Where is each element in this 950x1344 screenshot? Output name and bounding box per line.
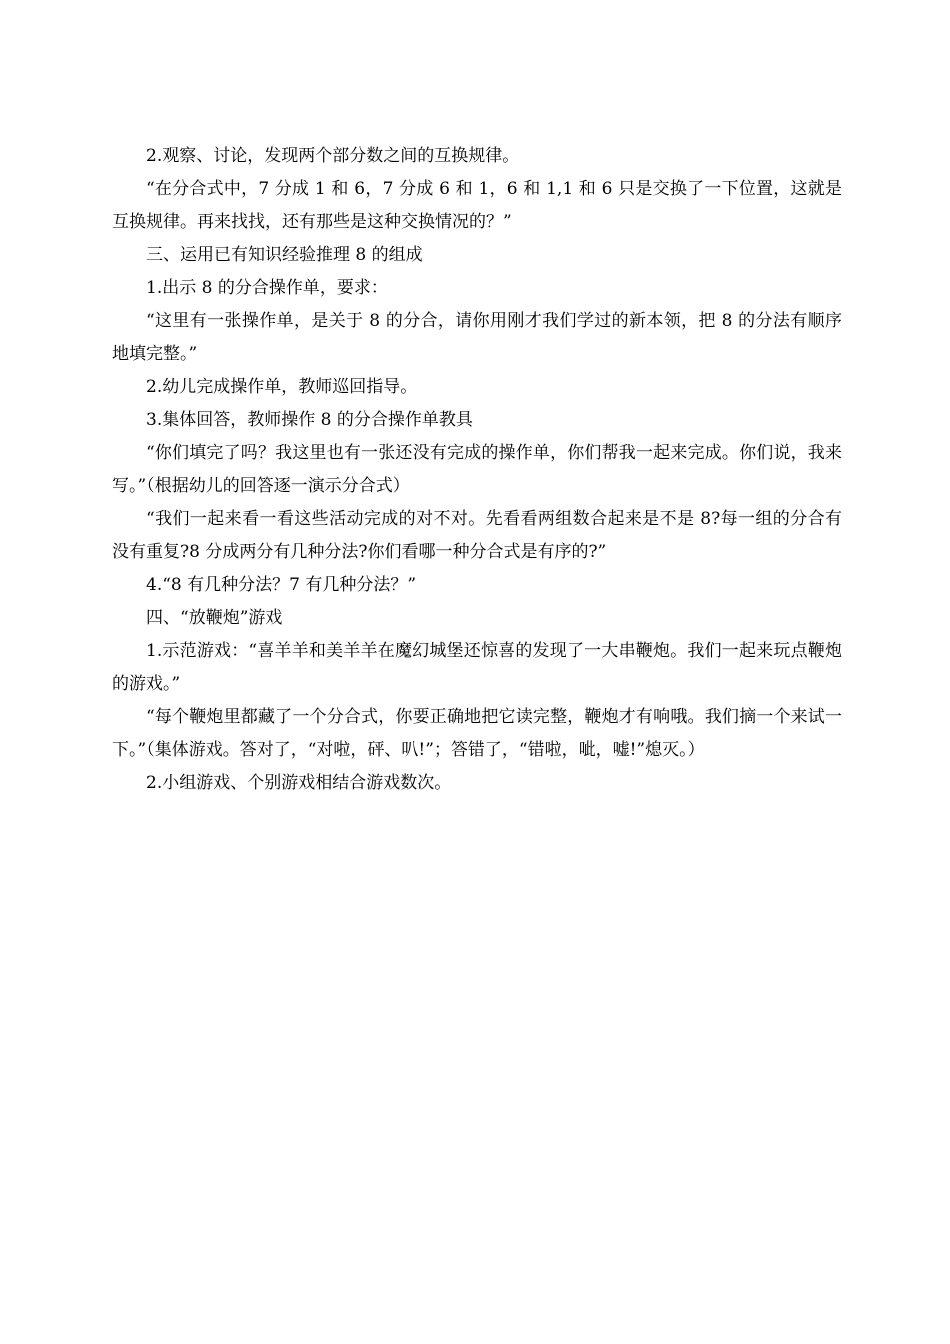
- step-4-question: 4.“8 有几种分法？7 有几种分法？”: [146, 575, 417, 595]
- step-1-demo-game: 1.示范游戏：“喜羊羊和美羊羊在魔幻城堡还惊喜的发现了一大串鞭炮。我们一起来玩点鞭炮的游戏。”: [112, 641, 842, 694]
- step-2-observe-discuss: 2.观察、讨论，发现两个部分数之间的互换规律。: [146, 146, 520, 166]
- step-2-complete-worksheet: 2.幼儿完成操作单，教师巡回指导。: [146, 377, 418, 397]
- section-3-heading: 三、运用已有知识经验推理 8 的组成: [146, 245, 423, 265]
- worksheet-quote: “这里有一张操作单，是关于 8 的分合，请你用刚才我们学过的新本领，把 8 的分法有顺序地填完整。”: [112, 311, 842, 364]
- exchange-rule-quote: “在分合式中，7 分成 1 和 6，7 分成 6 和 1，6 和 1,1 和 6 只是交换了一下位置，这就是互换规律。再来找找，还有那些是这种交换情况的？”: [112, 179, 842, 232]
- check-quote: “我们一起来看一看这些活动完成的对不对。先看看两组数合起来是不是 8?每一组的分合有没有重复?8 分成两分有几种分法?你们看哪一种分合式是有序的?”: [112, 509, 842, 562]
- firecracker-quote: “每个鞭炮里都藏了一个分合式，你要正确地把它读完整，鞭炮才有响哦。我们摘一个来试一下。”（集体游戏。答对了，“对啦，砰、叭!”；答错了，“错啦，呲，嘘!”熄灭。）: [112, 707, 842, 760]
- fill-in-quote: “你们填完了吗？我这里也有一张还没有完成的操作单，你们帮我一起来完成。你们说，我来写。”（根据幼儿的回答逐一演示分合式）: [112, 443, 842, 496]
- section-4-heading: 四、“放鞭炮”游戏: [146, 608, 283, 628]
- step-3-group-answer: 3.集体回答，教师操作 8 的分合操作单教具: [146, 410, 473, 430]
- step-1-show-worksheet: 1.出示 8 的分合操作单，要求：: [146, 278, 388, 298]
- step-2-group-game: 2.小组游戏、个别游戏相结合游戏数次。: [146, 773, 452, 793]
- document-body: [112, 140, 842, 800]
